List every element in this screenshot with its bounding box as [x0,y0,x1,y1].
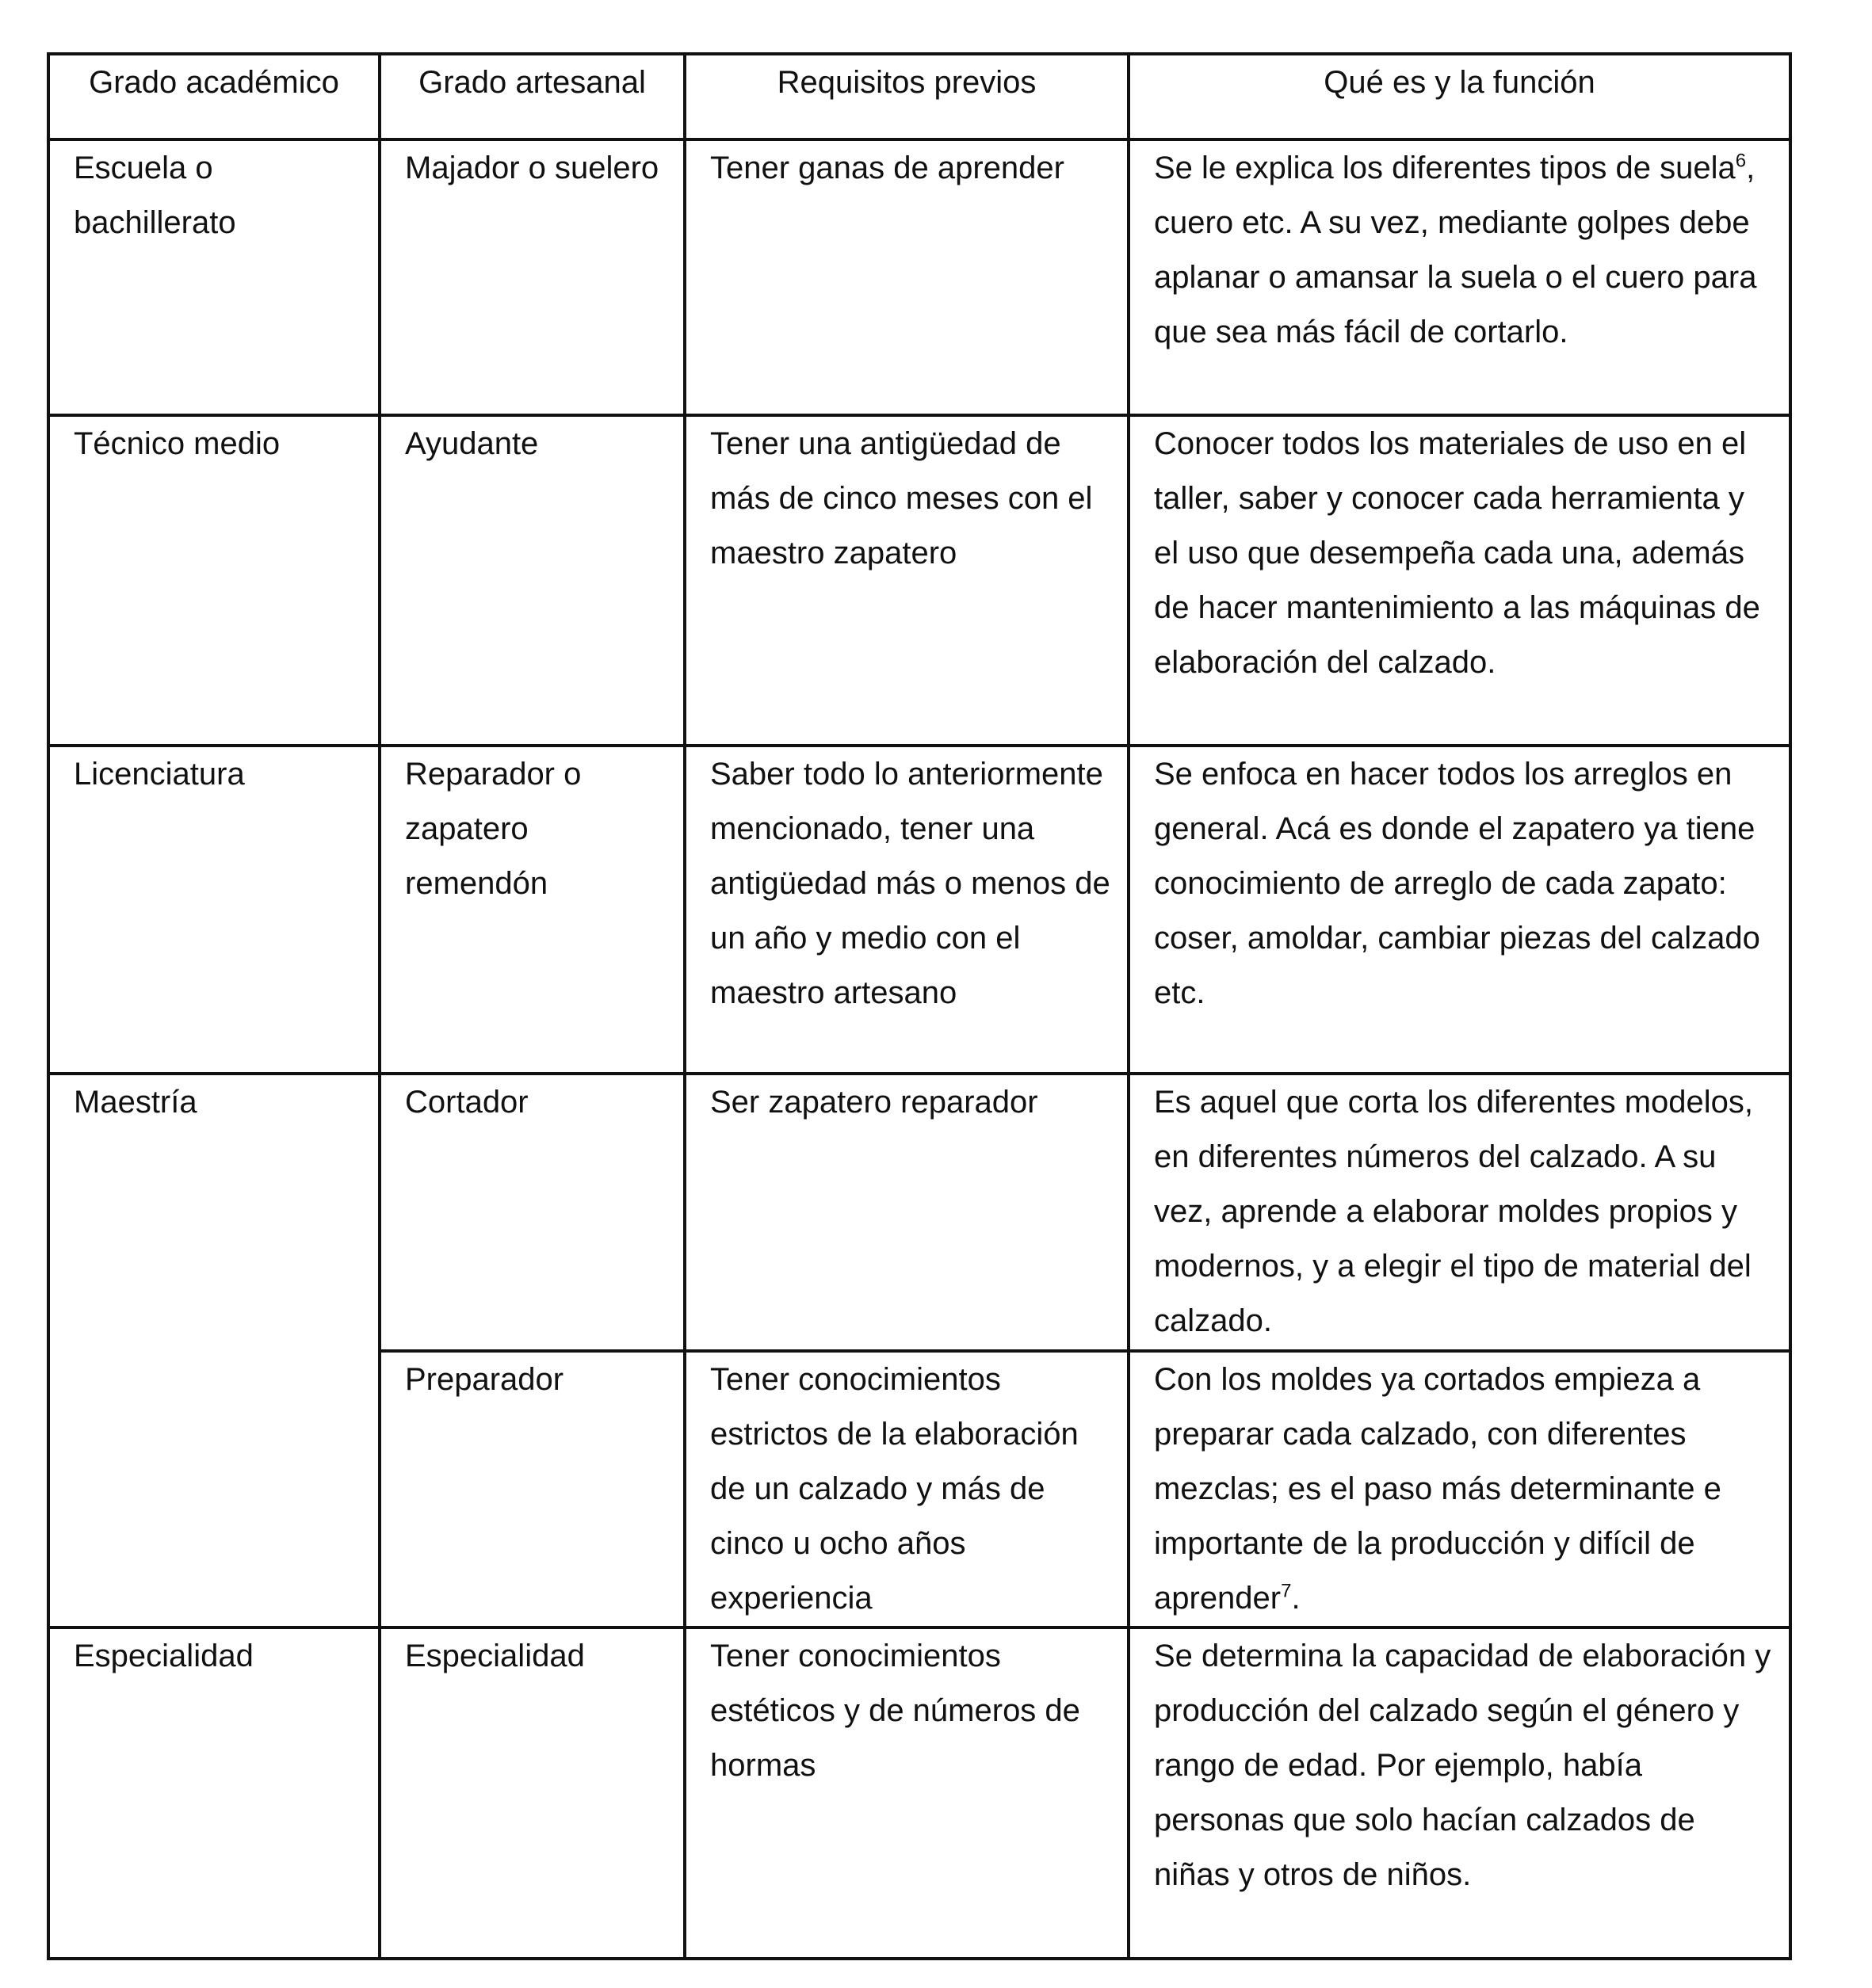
cell-function: Se determina la capacidad de elaboración y producción del calzado según el género y rango de edad. Por ejemplo, había personas que solo hacían calzados de niñas y otros de niños. [1129,1627,1790,1959]
cell-academic: Escuela o bachillerato [48,139,380,415]
function-text-continued: , cuero etc. A su vez, mediante golpes debe aplanar o amansar la suela o el cuero para que sea más fácil de cortarlo. [1154,151,1757,349]
cell-requirements: Saber todo lo anteriormente mencionado, tener una antigüedad más o menos de un año y medio con el maestro artesano [685,746,1129,1074]
cell-academic: Especialidad [48,1627,380,1959]
cell-requirements: Ser zapatero reparador [685,1074,1129,1351]
cell-artisan: Ayudante [380,415,685,746]
header-grado-artesanal: Grado artesanal [380,54,685,139]
table-row [48,415,1790,746]
footnote-marker: 6 [1735,150,1747,172]
cell-function [1129,139,1790,415]
table-row [48,139,1790,415]
cell-requirements: Tener una antigüedad de más de cinco meses con el maestro zapatero [685,415,1129,746]
cell-artisan: Cortador [380,1074,685,1351]
cell-artisan: Especialidad [380,1627,685,1959]
cell-requirements: Tener conocimientos estéticos y de números de hormas [685,1627,1129,1959]
cell-function: Se enfoca en hacer todos los arreglos en general. Acá es donde el zapatero ya tiene conocimiento de arreglo de cada zapato: coser, amoldar, cambiar piezas del calzado etc. [1129,746,1790,1074]
header-requisitos-previos: Requisitos previos [685,54,1129,139]
cell-artisan: Preparador [380,1351,685,1627]
table-row [48,1074,1790,1351]
header-que-es-funcion: Qué es y la función [1129,54,1790,139]
grades-table [47,52,1792,1960]
cell-function: Es aquel que corta los diferentes modelos, en diferentes números del calzado. A su vez, aprende a elaborar moldes propios y modernos, y a elegir el tipo de material del calzado. [1129,1074,1790,1351]
header-row [48,54,1790,139]
function-text: Se le explica los diferentes tipos de suela [1154,151,1736,185]
function-text-continued: . [1291,1581,1301,1616]
cell-requirements: Tener conocimientos estrictos de la elaboración de un calzado y más de cinco u ocho años experiencia [685,1351,1129,1627]
cell-academic: Técnico medio [48,415,380,746]
cell-function [1129,1351,1790,1627]
cell-function: Conocer todos los materiales de uso en el taller, saber y conocer cada herramienta y el uso que desempeña cada una, además de hacer mantenimiento a las máquinas de elaboración del calzado. [1129,415,1790,746]
cell-artisan: Reparador o zapatero remendón [380,746,685,1074]
cell-academic: Licenciatura [48,746,380,1074]
function-text: Con los moldes ya cortados empieza a preparar cada calzado, con diferentes mezclas; es el paso más determinante e importante de la producción y difícil de aprender [1154,1362,1721,1616]
footnote-marker: 7 [1281,1580,1292,1602]
table-row [48,1627,1790,1959]
cell-requirements: Tener ganas de aprender [685,139,1129,415]
header-grado-academico: Grado académico [48,54,380,139]
table-row [48,746,1790,1074]
cell-artisan: Majador o suelero [380,139,685,415]
cell-academic: Maestría [48,1074,380,1627]
